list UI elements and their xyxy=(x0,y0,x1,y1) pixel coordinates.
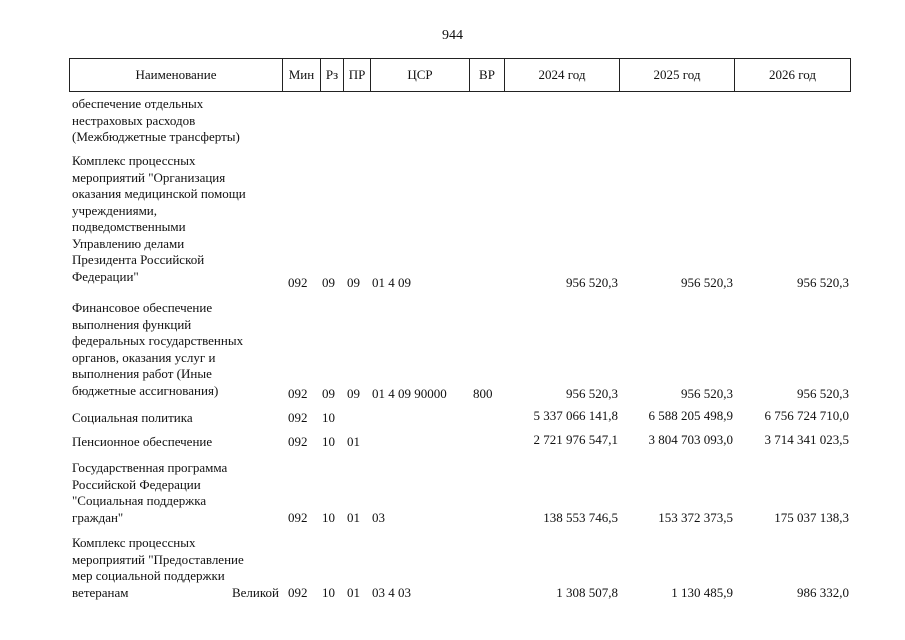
header-min: Мин xyxy=(283,59,321,91)
cell-2024: 1 308 507,8 xyxy=(556,585,618,600)
cell-rz: 10 xyxy=(322,410,335,425)
name-line: (Межбюджетные трансферты) xyxy=(72,129,240,144)
cell-min: 092 xyxy=(288,434,308,449)
cell-pr: 01 xyxy=(347,434,360,449)
cell-2026: 3 714 341 023,5 xyxy=(764,432,849,447)
cell-2026: 175 037 138,3 xyxy=(774,510,849,525)
cell-rz: 09 xyxy=(322,275,335,290)
row-name xyxy=(72,96,279,146)
cell-rz: 10 xyxy=(322,585,335,600)
cell-2024: 138 553 746,5 xyxy=(543,510,618,525)
name-line: Государственная программа xyxy=(72,460,228,475)
header-name: Наименование xyxy=(70,59,283,91)
table-header xyxy=(69,58,851,92)
name-line: Социальная политика xyxy=(72,410,193,425)
row-name xyxy=(72,434,279,451)
name-line: бюджетные ассигнования) xyxy=(72,382,219,398)
cell-2025: 956 520,3 xyxy=(681,275,733,290)
cell-2024: 956 520,3 xyxy=(566,386,618,401)
cell-csr: 01 4 09 xyxy=(372,275,411,290)
name-line: учреждениями, xyxy=(72,202,158,218)
name-line: выполнения работ (Иные xyxy=(72,366,212,381)
cell-pr: 09 xyxy=(347,275,360,290)
cell-csr: 01 4 09 90000 xyxy=(372,386,447,401)
cell-2026: 956 520,3 xyxy=(797,386,849,401)
cell-2026: 6 756 724 710,0 xyxy=(764,408,849,423)
cell-2025: 153 372 373,5 xyxy=(658,510,733,525)
cell-2026: 986 332,0 xyxy=(797,585,849,600)
page-number: 944 xyxy=(442,28,463,43)
cell-csr: 03 4 03 xyxy=(372,585,411,600)
name-line: Пенсионное обеспечение xyxy=(72,434,213,449)
name-line: выполнения функций xyxy=(72,316,192,332)
header-2026: 2026 год xyxy=(769,67,816,82)
name-line: Комплекс процессных xyxy=(72,535,196,550)
row-name xyxy=(72,535,279,601)
cell-csr: 03 xyxy=(372,510,385,525)
cell-min: 092 xyxy=(288,585,308,600)
cell-2026: 956 520,3 xyxy=(797,275,849,290)
cell-2025: 1 130 485,9 xyxy=(671,585,733,600)
cell-min: 092 xyxy=(288,410,308,425)
name-line: мероприятий "Организация xyxy=(72,169,226,185)
name-line: ветеранам Великой xyxy=(72,584,279,600)
cell-2024: 956 520,3 xyxy=(566,275,618,290)
cell-rz: 10 xyxy=(322,434,335,449)
cell-2024: 2 721 976 547,1 xyxy=(533,432,618,447)
row-name xyxy=(72,153,279,285)
cell-rz: 10 xyxy=(322,510,335,525)
name-line: Российской Федерации xyxy=(72,476,201,492)
cell-rz: 09 xyxy=(322,386,335,401)
cell-pr: 09 xyxy=(347,386,360,401)
header-csr: ЦСР xyxy=(371,59,470,91)
cell-2024: 5 337 066 141,8 xyxy=(533,408,618,423)
name-line: Федерации" xyxy=(72,268,139,284)
header-rz: Рз xyxy=(321,59,344,91)
name-line: Президента Российской xyxy=(72,252,205,267)
name-line: "Социальная поддержка xyxy=(72,493,207,508)
name-line: оказания медицинской помощи xyxy=(72,186,246,201)
name-line: подведомственными xyxy=(72,219,186,234)
header-pr: ПР xyxy=(344,59,371,91)
header-2025: 2025 год xyxy=(620,59,735,91)
row-name xyxy=(72,460,279,526)
header-2024: 2024 год xyxy=(505,59,620,91)
name-line: мероприятий "Предоставление xyxy=(72,551,244,567)
row-name xyxy=(72,410,279,427)
cell-2025: 956 520,3 xyxy=(681,386,733,401)
cell-pr: 01 xyxy=(347,585,360,600)
cell-min: 092 xyxy=(288,275,308,290)
name-line: Управлению делами xyxy=(72,235,185,251)
cell-min: 092 xyxy=(288,510,308,525)
name-line: нестраховых расходов xyxy=(72,112,196,128)
cell-pr: 01 xyxy=(347,510,360,525)
name-line: органов, оказания услуг и xyxy=(72,349,216,365)
cell-2025: 3 804 703 093,0 xyxy=(648,432,733,447)
row-name xyxy=(72,300,279,399)
name-line: Комплекс процессных xyxy=(72,153,196,168)
name-line: мер социальной поддержки xyxy=(72,568,225,583)
name-line: обеспечение отдельных xyxy=(72,96,204,111)
name-line: федеральных государственных xyxy=(72,333,244,348)
header-vr: ВР xyxy=(470,59,505,91)
name-line: граждан" xyxy=(72,509,124,525)
name-line: Финансовое обеспечение xyxy=(72,300,213,315)
cell-vr: 800 xyxy=(473,386,493,401)
cell-min: 092 xyxy=(288,386,308,401)
cell-2025: 6 588 205 498,9 xyxy=(648,408,733,423)
